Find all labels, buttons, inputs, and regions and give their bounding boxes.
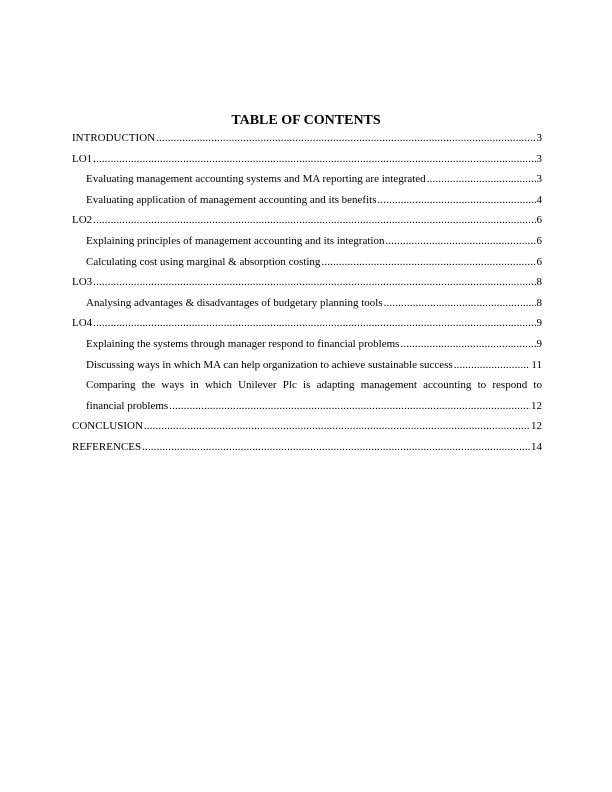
dot-leader xyxy=(156,128,535,149)
toc-entry-text: LO4 xyxy=(72,317,93,330)
toc-entry-discussing-ways[interactable] xyxy=(72,355,542,376)
dot-leader xyxy=(144,416,530,437)
toc-page-number: 6 xyxy=(536,255,542,268)
toc-entry-text: INTRODUCTION xyxy=(72,132,156,144)
toc-entry-references[interactable] xyxy=(72,437,542,458)
toc-entry-text: Analysing advantages & disadvantages of budgetary planning tools xyxy=(86,296,383,309)
toc-entry-text: LO2 xyxy=(72,214,93,227)
toc-entry-conclusion[interactable] xyxy=(72,416,542,437)
toc-entry-text: Calculating cost using marginal & absorption costing xyxy=(86,255,321,268)
toc-page-number: 3 xyxy=(536,152,542,165)
dot-leader xyxy=(385,231,535,252)
toc-page-number: 6 xyxy=(536,214,542,227)
toc-page-number: 8 xyxy=(536,276,542,289)
toc-entry-text: REFERENCES xyxy=(72,440,142,453)
dot-leader xyxy=(93,313,535,334)
toc-entry-lo3[interactable] xyxy=(72,272,542,293)
toc-entry-text: Explaining the systems through manager respond to financial problems xyxy=(86,337,400,350)
dot-leader xyxy=(454,355,531,376)
toc-entry-text: Evaluating management accounting systems and MA reporting are integrated xyxy=(86,173,426,186)
toc-entry-text: LO1 xyxy=(72,152,93,165)
toc-page-number: 9 xyxy=(536,317,542,330)
toc-entry-comparing-unilever-line1[interactable] xyxy=(72,375,542,396)
dot-leader xyxy=(93,149,535,170)
dot-leader xyxy=(142,437,530,458)
toc-entry-introduction[interactable] xyxy=(72,128,542,149)
toc-entry-explaining-principles[interactable] xyxy=(72,231,542,252)
toc-entry-text: Discussing ways in which MA can help organization to achieve sustainable success xyxy=(86,358,453,371)
toc-page-number: 14 xyxy=(531,440,542,453)
toc-entry-calculating-cost[interactable] xyxy=(72,252,542,273)
toc-page-number: 9 xyxy=(536,337,542,350)
toc-entry-lo4[interactable] xyxy=(72,313,542,334)
toc-entry-text: LO3 xyxy=(72,276,93,289)
toc-page-number: 11 xyxy=(531,358,542,371)
toc-entry-lo2[interactable] xyxy=(72,210,542,231)
toc-entry-text: Explaining principles of management accounting and its integration xyxy=(86,234,385,247)
toc-page-number: 3 xyxy=(536,173,542,186)
toc-entry-lo1[interactable] xyxy=(72,149,542,170)
dot-leader xyxy=(93,272,535,293)
toc-entry-text: financial problems xyxy=(86,399,169,412)
dot-leader xyxy=(400,334,535,355)
dot-leader xyxy=(427,169,536,190)
toc-title: TABLE OF CONTENTS xyxy=(231,113,381,128)
toc-page-number: 4 xyxy=(536,193,542,206)
toc-page-number: 12 xyxy=(531,420,542,433)
dot-leader xyxy=(384,293,536,314)
toc-entry-evaluating-application[interactable] xyxy=(72,190,542,211)
toc-entry-text: CONCLUSION xyxy=(72,420,143,433)
toc-page-number: 3 xyxy=(536,132,542,144)
toc-list xyxy=(72,128,542,458)
toc-page-number: 6 xyxy=(536,234,542,247)
toc-entry-comparing-unilever-line2[interactable] xyxy=(72,396,542,417)
toc-entry-evaluating-ma-systems[interactable] xyxy=(72,169,542,190)
toc-page-number: 12 xyxy=(531,399,542,412)
toc-entry-analysing-budgetary[interactable] xyxy=(72,293,542,314)
toc-entry-text: Evaluating application of management accounting and its benefits xyxy=(86,193,377,206)
toc-page-number: 8 xyxy=(536,296,542,309)
dot-leader xyxy=(378,190,536,211)
toc-entry-text: Comparing the ways in which Unilever Plc is adapting management accounting to respond to xyxy=(86,379,542,392)
dot-leader xyxy=(93,210,535,231)
dot-leader xyxy=(169,396,530,417)
toc-entry-explaining-systems[interactable] xyxy=(72,334,542,355)
dot-leader xyxy=(321,252,535,273)
